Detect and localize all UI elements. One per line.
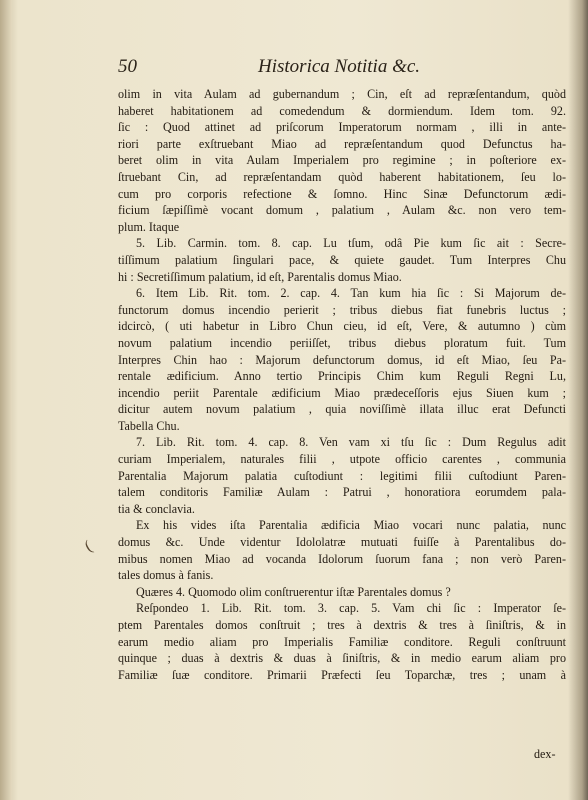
text-line: incendio periit Parentale ædificium Miao prædeceſſoris ejus Siuen kum ; bbox=[118, 385, 566, 400]
text-line: ptem Parentales domos conſtruit ; tres à dextris & tres à ſiniſtris, & in bbox=[118, 618, 566, 632]
text-line: quinque ; duas à dextris & duas à ſiniſtris, & in medio earum aliam pro bbox=[118, 651, 566, 666]
text-line: beret olim in vita Aulam Imperialem pro regimine ; in poſteriore ex- bbox=[118, 153, 566, 168]
text-line: Reſpondeo 1. Lib. Rit. tom. 3. cap. 5. Vam chi ſic : Imperator ſe- bbox=[136, 601, 566, 616]
text-line: haberet habitationem ad comedendum & dormiendum. Idem tom. 92. bbox=[118, 103, 566, 118]
text-line: idcircò, ( uti habetur in Libro Chun cieu, id eſt, Vere, & autumno ) cùm bbox=[118, 319, 566, 334]
text-line: rentale ædificium. Anno tertio Principis Chim kum Reguli Regni Lu, bbox=[118, 369, 566, 384]
body-text bbox=[118, 86, 566, 683]
text-line: talem conditoris Familiæ Aulam : Patrui , honoratiora eorumdem pala- bbox=[118, 485, 566, 500]
text-line: tia & conclavia. bbox=[118, 501, 195, 516]
text-line: ſic : Quod attinet ad priſcorum Imperatorum normam , illi in ante- bbox=[118, 120, 566, 135]
margin-pencil-mark: ( bbox=[81, 537, 95, 556]
text-line: ficium ſæpiſſimè vocant domum , palatium , Aulam &c. non vero tem- bbox=[118, 203, 566, 218]
text-line: Tabella Chu. bbox=[118, 418, 180, 433]
running-title: Historica Notitia &c. bbox=[258, 56, 421, 77]
text-line: Quæres 4. Quomodo olim conſtruerentur iſtæ Parentales domus ? bbox=[136, 584, 451, 599]
text-line: cum pro corporis refectione & ſomno. Hinc Sinæ Defunctorum ædi- bbox=[118, 186, 566, 201]
text-line: 5. Lib. Carmin. tom. 8. cap. Lu tſum, odâ Pie kum ſic ait : Secre- bbox=[136, 236, 566, 251]
text-line: tiſſimum palatium ſingulari pace, & quiete gaudet. Tum Interpres Chu bbox=[118, 252, 566, 267]
text-line: dicitur autem novum palatium , quia noviſſimè illata illuc erat Defuncti bbox=[118, 402, 566, 417]
text-line: 6. Item Lib. Rit. tom. 2. cap. 4. Tan kum hia ſic : Si Majorum de- bbox=[136, 286, 566, 301]
text-line: Parentalia Majorum palatia cuſtodiunt : legitimi filii cuſtodiunt Paren- bbox=[118, 468, 566, 483]
text-line: hi : Secretiſſimum palatium, id eſt, Parentalis domus Miao. bbox=[118, 269, 402, 284]
text-line: earum medio aliam pro Imperialis Familiæ conditore. Reguli conſtruunt bbox=[118, 634, 566, 649]
text-line: novum palatium incendio periiſſet, tribus diebus ploratum fuit. Tum bbox=[118, 335, 566, 350]
text-line: ſtruebant Cin, ad repræſentandam quòd haberent habitationem, ſeu lo- bbox=[118, 169, 566, 184]
page-number: 50 bbox=[118, 56, 137, 77]
text-line: curiam Imperialem, naturales filii , utpote officio carentes , communia bbox=[118, 452, 566, 467]
text-line: Familiæ ſuæ conditore. Primarii Præfecti ſeu Toparchæ, tres ; unam à bbox=[118, 667, 566, 682]
text-line: domus &c. Unde videntur Idololatræ mutuati fuiſſe à Parentalibus do- bbox=[118, 535, 566, 550]
page-left-edge bbox=[0, 0, 12, 800]
text-line: 7. Lib. Rit. tom. 4. cap. 8. Ven vam xi tſu ſic : Dum Regulus adit bbox=[136, 435, 566, 450]
text-line: olim in vita Aulam ad gubernandum ; Cin, eſt ad repræſentandum, quòd bbox=[118, 87, 566, 101]
text-line: functorum domus incendio perierit ; tribus diebus fiat funebris luctus ; bbox=[118, 302, 566, 317]
text-line: riori parte exſtruebant Miao ad repræſentandum quod Defunctus ha- bbox=[118, 136, 566, 151]
catchword: dex- bbox=[534, 747, 556, 761]
text-line: tales domus à fanis. bbox=[118, 568, 214, 583]
running-header bbox=[118, 56, 578, 82]
binding-shadow bbox=[568, 0, 588, 800]
text-line: Interpres Chin hao : Majorum defunctorum domus, id eſt Miao, ſeu Pa- bbox=[118, 352, 566, 367]
text-line: plum. Itaque bbox=[118, 219, 180, 234]
text-line: mibus nomen Miao ad vocanda Idolorum ſuorum fana ; non verò Paren- bbox=[118, 551, 566, 566]
text-line: Ex his vides iſta Parentalia ædificia Miao vocari nunc palatia, nunc bbox=[136, 518, 566, 533]
